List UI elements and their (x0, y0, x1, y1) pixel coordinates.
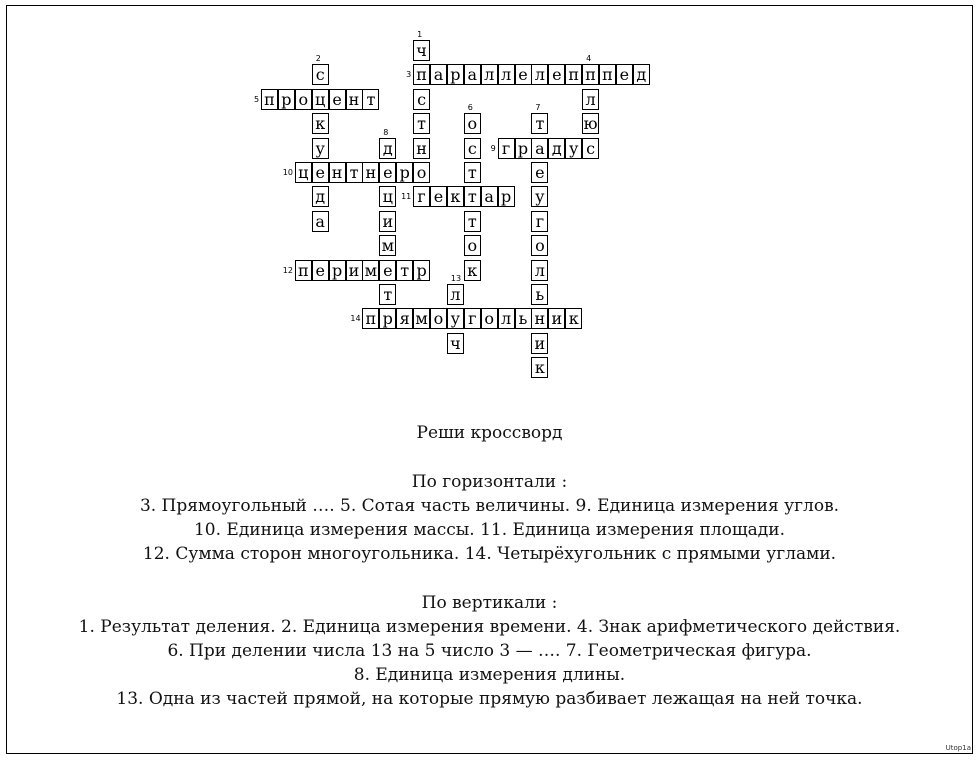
crossword-cell: н (362, 162, 379, 183)
clue-number: 7 (535, 103, 541, 113)
crossword-cell: е (379, 260, 396, 281)
crossword-cell: т (362, 89, 379, 110)
crossword-cell: т (346, 162, 363, 183)
clue-number: 11 (401, 192, 412, 202)
crossword-cell: е (515, 64, 532, 85)
crossword-cell: п (599, 64, 616, 85)
clue-number: 1 (417, 30, 423, 39)
crossword-cell: к (464, 260, 481, 281)
crossword-cell: р (515, 138, 532, 159)
across-clues-line: 3. Прямоугольный …. 5. Сотая часть величины. 9. Единица измерения углов. (139, 496, 840, 516)
clue-number: 6 (467, 103, 473, 113)
crossword-cell: е (312, 260, 329, 281)
crossword-cell: ю (583, 114, 598, 134)
crossword-cell: д (548, 138, 565, 159)
crossword-cell: с (413, 89, 430, 110)
crossword-cell: с (582, 138, 599, 159)
clue-number: 9 (490, 143, 496, 153)
crossword-cell: о (430, 308, 447, 329)
crossword-cell: у (447, 308, 464, 329)
crossword-cell: г (531, 211, 548, 232)
crossword-cell: р (447, 64, 464, 85)
crossword-cell: т (379, 284, 396, 305)
crossword-cell: и (379, 211, 396, 232)
crossword-cell: т (413, 113, 430, 134)
crossword-cell: и (531, 333, 548, 354)
crossword-cell: ц (379, 186, 396, 207)
crossword-cell: р (329, 260, 346, 281)
crossword-cell: ч (413, 40, 430, 61)
clue-number: 14 (350, 314, 361, 324)
across-heading: По горизонтали : (411, 472, 568, 492)
crossword-cell: а (531, 138, 548, 159)
crossword-cell: е (548, 64, 565, 85)
crossword-cell: м (413, 308, 430, 329)
crossword-cell: н (531, 308, 548, 329)
crossword-cell: о (413, 162, 430, 183)
crossword-cell: л (582, 89, 599, 110)
crossword-cell: а (430, 64, 447, 85)
crossword-cell: п (362, 308, 379, 329)
crossword-cell: ц (312, 89, 329, 110)
crossword-cell: и (346, 260, 363, 281)
crossword-cell: т (464, 211, 481, 232)
crossword-cell: с (464, 138, 481, 159)
crossword-cell: г (464, 308, 481, 329)
crossword-cell: д (379, 138, 396, 159)
crossword-cell: к (312, 113, 329, 134)
crossword-cell: к (565, 308, 582, 329)
crossword-cell: д (312, 186, 329, 207)
crossword-cell: т (464, 162, 481, 183)
crossword-cell: е (430, 186, 447, 207)
crossword-cell: м (362, 260, 379, 281)
crossword-cell: я (396, 308, 413, 329)
crossword-cell: г (498, 138, 515, 159)
crossword-cell: л (498, 308, 515, 329)
crossword-cell: л (447, 284, 464, 305)
crossword-cell: п (582, 64, 599, 85)
crossword-cell: п (565, 64, 582, 85)
crossword-cell: о (531, 235, 548, 256)
crossword-cell: к (531, 357, 548, 378)
clue-number: 4 (586, 54, 592, 64)
crossword-cell: р (498, 186, 515, 207)
crossword-cell: е (531, 162, 548, 183)
crossword-cell: е (379, 162, 396, 183)
crossword-cell: м (379, 235, 396, 256)
clue-number: 2 (315, 54, 321, 64)
crossword-cell: г (413, 186, 430, 207)
crossword-cell: р (413, 260, 430, 281)
crossword-cell: ь (515, 308, 532, 329)
crossword-cell: р (379, 308, 396, 329)
crossword-cell: е (329, 89, 346, 110)
crossword-cell: е (616, 64, 633, 85)
across-clues-line: 12. Сумма сторон многоугольника. 14. Четырёхугольник с прямыми углами. (142, 544, 837, 564)
crossword-cell: п (295, 260, 312, 281)
clue-number: 5 (254, 94, 260, 104)
crossword-cell: л (498, 64, 515, 85)
crossword-cell: л (531, 260, 548, 281)
crossword-cell: т (396, 260, 413, 281)
crossword-cell: н (346, 89, 363, 110)
down-clues-line: 13. Одна из частей прямой, на которые прямую разбивает лежащая на ней точка. (116, 689, 863, 709)
watermark: Utop1a (945, 744, 971, 752)
clue-number: 10 (282, 168, 293, 177)
crossword-cell: п (261, 89, 278, 110)
crossword-cell: у (312, 138, 329, 159)
clue-number: 8 (383, 127, 389, 137)
crossword-cell: а (464, 64, 481, 85)
crossword-cell: т (531, 113, 548, 134)
down-clues-line: 6. При делении числа 13 на 5 число 3 — …. 7. Геометрическая фигура. (167, 641, 812, 661)
crossword-cell: т (464, 186, 481, 207)
clue-number: 12 (282, 265, 293, 275)
clue-number: 3 (406, 70, 412, 80)
crossword-cell: р (396, 162, 413, 183)
page-title: Реши кроссворд (416, 423, 563, 443)
down-clues-line: 1. Результат деления. 2. Единица измерения времени. 4. Знак арифметического действия. (78, 617, 901, 637)
crossword-cell: е (312, 162, 329, 183)
down-clues-line: 8. Единица измерения длины. (353, 665, 626, 685)
crossword-cell: с (312, 64, 329, 85)
clue-number: 13 (450, 274, 462, 283)
crossword-cell: д (633, 64, 650, 85)
crossword-cell: ь (531, 284, 548, 305)
crossword-cell: н (413, 138, 430, 159)
crossword-cell: р (278, 89, 295, 110)
down-heading: По вертикали : (421, 593, 558, 613)
crossword-cell: а (312, 211, 329, 232)
crossword-cell: н (329, 162, 346, 183)
crossword-cell: к (447, 186, 464, 207)
crossword-cell: а (481, 186, 498, 207)
crossword-cell: л (531, 64, 548, 85)
crossword-cell: л (481, 64, 498, 85)
crossword-cell: ч (447, 333, 464, 354)
crossword-cell: ц (295, 162, 312, 183)
crossword-cell: о (464, 235, 481, 256)
crossword-cell: о (481, 308, 498, 329)
crossword-cell: о (464, 113, 481, 134)
crossword-cell: у (531, 186, 548, 207)
crossword-cell: п (413, 64, 430, 85)
crossword-cell: о (295, 89, 312, 110)
across-clues-line: 10. Единица измерения массы. 11. Единица измерения площади. (193, 520, 786, 540)
crossword-cell: у (565, 138, 582, 159)
crossword-cell: и (548, 308, 565, 329)
